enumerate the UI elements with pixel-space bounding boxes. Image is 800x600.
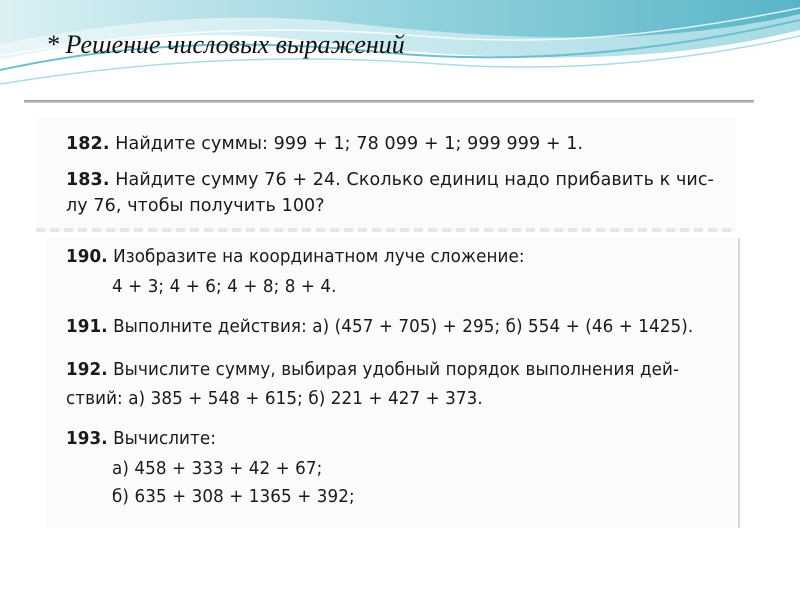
exercise-number: 191. [66, 316, 108, 337]
exercise-193-a [112, 458, 322, 479]
exercise-number: 182. [66, 134, 110, 154]
exercise-number: 183. [66, 170, 110, 190]
exercise-text: Вычислите: [113, 428, 216, 449]
exercise-text: Изобразите на координатном луче сложение: [113, 246, 525, 267]
exercise-text: Найдите сумму 76 + 24. Сколько единиц надо прибавить к чис- [115, 170, 715, 190]
exercise-191 [66, 316, 693, 337]
exercise-193-b [112, 486, 355, 507]
exercise-182 [66, 134, 583, 154]
exercise-183 [66, 170, 714, 190]
slide-title: * Решение числовых выражений [46, 30, 405, 59]
exercise-192-continued [66, 388, 483, 409]
exercise-190-items [112, 276, 337, 297]
exercise-text: Выполните действия: а) (457 + 705) + 295; б) 554 + (46 + 1425). [113, 316, 694, 337]
textbook-scan-bottom [46, 238, 740, 528]
exercise-number: 192. [66, 359, 108, 380]
textbook-scan-top [36, 118, 736, 232]
exercise-193 [66, 428, 216, 449]
exercise-183-continued [66, 196, 325, 216]
exercise-192 [66, 359, 679, 380]
exercise-text: лу 76, чтобы получить 100? [66, 196, 325, 216]
exercise-text: а) 458 + 333 + 42 + 67; [112, 458, 323, 479]
scan-edge [36, 228, 736, 232]
exercise-text: б) 635 + 308 + 1365 + 392; [112, 486, 355, 507]
exercise-text: Вычислите сумму, выбирая удобный порядок выполнения дей- [113, 359, 680, 380]
exercise-190 [66, 246, 525, 267]
exercise-number: 193. [66, 428, 108, 449]
exercise-text: Найдите суммы: 999 + 1; 78 099 + 1; 999 999 + 1. [115, 134, 584, 154]
title-divider [24, 100, 754, 103]
exercise-text: ствий: а) 385 + 548 + 615; б) 221 + 427 + 373. [66, 388, 483, 409]
exercise-text: 4 + 3; 4 + 6; 4 + 8; 8 + 4. [112, 276, 337, 297]
exercise-number: 190. [66, 246, 108, 267]
